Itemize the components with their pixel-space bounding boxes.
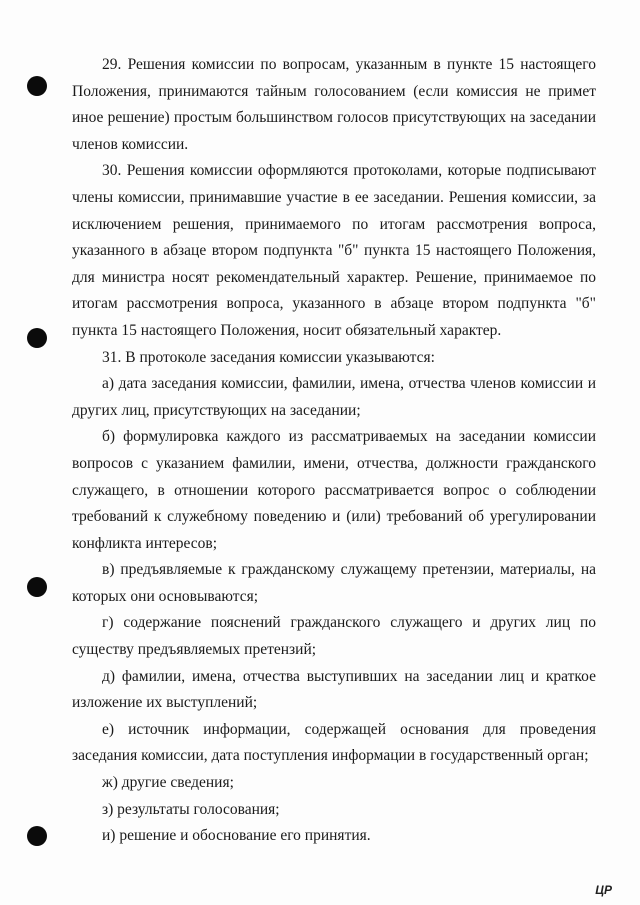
- binder-hole-mark: [27, 328, 47, 348]
- paragraph-30: 30. Решения комиссии оформляются протоколами, которые подписывают члены комиссии, принимавшие участие в ее заседании. Решения комиссии, за исключением решения, принимаемого по итогам рассмотрения вопроса, указанного в абзаце втором подпункта "б" пункта 15 настоящего Положения, для министра носят рекомендательный характер. Решение, принимаемое по итогам рассмотрения вопроса, указанного в абзаце втором подпункта "б" пункта 15 настоящего Положения, носит обязательный характер.: [72, 162, 596, 339]
- paragraph-29: 29. Решения комиссии по вопросам, указанным в пункте 15 настоящего Положения, принимаются тайным голосованием (если комиссия не примет иное решение) простым большинством голосов присутствующих на заседании членов комиссии.: [72, 56, 596, 153]
- paragraph-31: 31. В протоколе заседания комиссии указываются:: [102, 348, 435, 366]
- list-item-z: з) результаты голосования;: [102, 800, 280, 818]
- list-item-d: д) фамилии, имена, отчества выступивших на заседании лиц и краткое изложение их выступлений;: [72, 667, 596, 712]
- list-item-v: в) предъявляемые к гражданскому служащему претензии, материалы, на которых они основываются;: [72, 561, 596, 605]
- list-item-zh: ж) другие сведения;: [102, 774, 234, 792]
- binder-hole-mark: [27, 577, 47, 597]
- binder-hole-mark: [27, 826, 47, 846]
- handwritten-page-mark: ЦР: [595, 883, 612, 897]
- list-item-g: г) содержание пояснений гражданского служащего и других лиц по существу предъявляемых претензий;: [72, 614, 596, 659]
- list-item-e: е) источник информации, содержащей основания для проведения заседания комиссии, дата поступления информации в государственный орган;: [72, 720, 596, 765]
- list-item-b: б) формулировка каждого из рассматриваемых на заседании комиссии вопросов с указанием фамилии, имени, отчества, должности гражданского служащего, в отношении которого рассматривается вопрос о соблюдении требований к служебному поведению и (или) требований об урегулировании конфликта интересов;: [72, 428, 596, 552]
- binder-hole-mark: [27, 76, 47, 96]
- list-item-a: а) дата заседания комиссии, фамилии, имена, отчества членов комиссии и других лиц, присутствующих на заседании;: [72, 375, 596, 419]
- list-item-i: и) решение и обоснование его принятия.: [102, 827, 371, 845]
- document-body: [72, 52, 596, 850]
